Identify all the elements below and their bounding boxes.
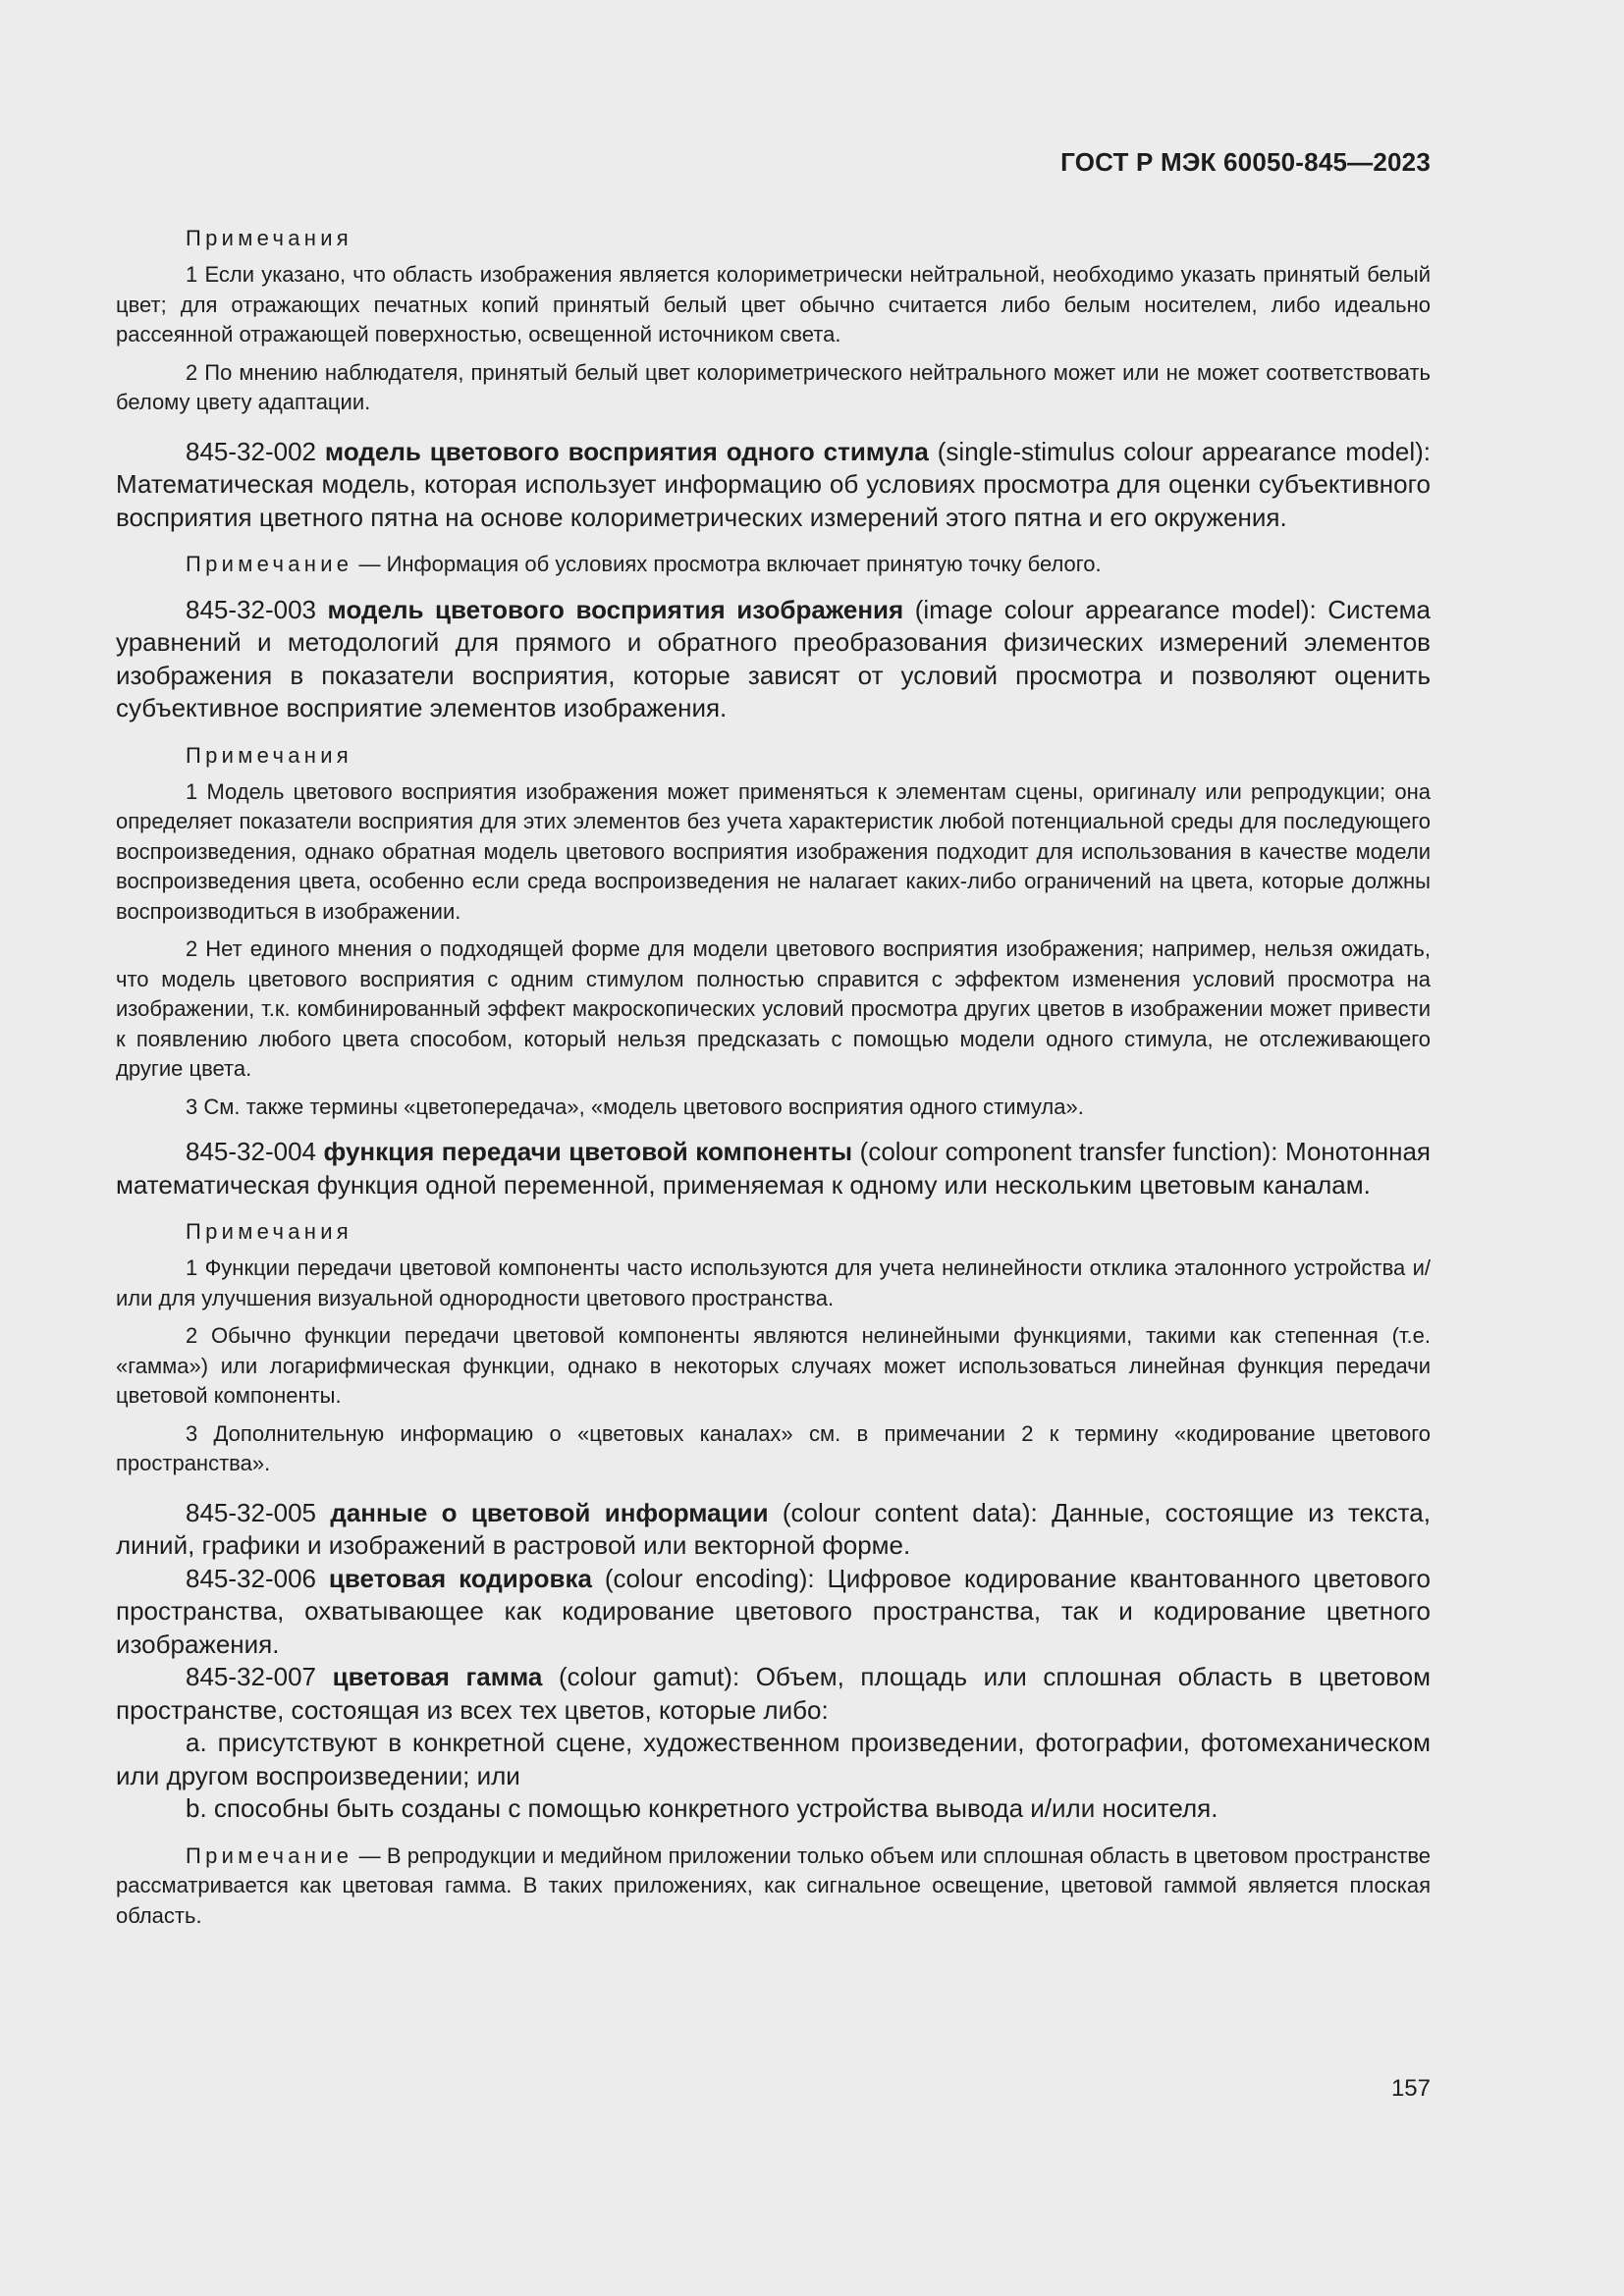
term-code: 845-32-007: [186, 1662, 333, 1691]
term-definition: (image colour appearance model): Система уравнений и методологий для прямого и обратного преобразования физических измерений элементов изображения в показатели восприятия, которые зависят от условий просмотра и позволяют оценить субъективное восприятие элементов изображения.: [116, 594, 1431, 722]
note-845-32-002: [116, 550, 1431, 580]
term-845-32-004: [116, 1136, 1431, 1201]
page-number: 157: [1390, 2075, 1431, 2102]
note-text: — Информация об условиях просмотра включает принятую точку белого.: [352, 552, 1102, 576]
notes-caption: Примечания: [186, 1219, 353, 1244]
term-code: 845-32-005: [186, 1497, 331, 1527]
note-label: Примечание: [186, 552, 353, 576]
notes-caption: Примечания: [186, 742, 353, 768]
notes-block-4: [116, 1217, 1431, 1479]
term-code: 845-32-002: [186, 436, 325, 466]
term-845-32-003: [116, 594, 1431, 725]
term-code: 845-32-006: [186, 1563, 329, 1593]
page-content: [116, 224, 1431, 1945]
term-name: цветовая кодировка: [328, 1563, 592, 1593]
term-definition: (colour encoding): Цифровое кодирование квантованного цветового пространства, охватывающее как кодирование цветового пространства, так и кодирование цветного изображения.: [116, 1563, 1431, 1659]
term-845-32-007-item-b: b. способны быть созданы с помощью конкретного устройства вывода и/или носителя.: [186, 1793, 1218, 1823]
term-name: данные о цветовой информации: [330, 1497, 769, 1527]
term-name: функция передачи цветовой компоненты: [323, 1137, 853, 1166]
note-text: — В репродукции и медийном приложении только объем или сплошная область в цветовом пространстве рассматривается как цветовая гамма. В таких приложениях, как сигнальное освещение, цветовой гаммой является плоская область.: [116, 1842, 1431, 1928]
note-3: 3 Дополнительную информацию о «цветовых каналах» см. в примечании 2 к термину «кодирование цветового пространства».: [116, 1420, 1431, 1475]
term-845-32-007: [116, 1661, 1431, 1727]
term-code: 845-32-004: [186, 1137, 324, 1166]
term-code: 845-32-003: [186, 594, 328, 624]
term-name: модель цветового восприятия одного стимула: [324, 436, 929, 466]
term-845-32-006: [116, 1563, 1431, 1662]
note-3: 3 См. также термины «цветопередача», «модель цветового восприятия одного стимула».: [186, 1094, 1084, 1119]
note-2: 2 Нет единого мнения о подходящей форме для модели цветового восприятия изображения; например, нельзя ожидать, что модель цветового восприятия с одним стимулом полностью справится с эффектом изменения условий просмотра на изображении, т.к. комбинированный эффект макроскопических условий просмотра других цветов в изображении может привести к появлению любого цвета способом, который нельзя предсказать с помощью модели одного стимула, не отслеживающего другие цвета.: [116, 936, 1431, 1081]
note-2: 2 По мнению наблюдателя, принятый белый цвет колориметрического нейтрального может или не может соответствовать белому цвету адаптации.: [116, 359, 1431, 414]
term-name: модель цветового восприятия изображения: [327, 594, 904, 624]
term-845-32-002: [116, 436, 1431, 535]
term-name: цветовая гамма: [332, 1662, 543, 1691]
note-1: 1 Модель цветового восприятия изображения может применяться к элементам сцены, оригиналу или репродукции; она определяет показатели восприятия для этих элементов без учета характеристик любой потенциальной среды для последующего воспроизведения, однако обратная модель цветового восприятия изображения подходит для использования в качестве модели воспроизведения цвета, особенно если среда воспроизведения не налагает каких-либо ограничений на цвета, которые должны воспроизводиться в изображении.: [116, 778, 1431, 924]
term-845-32-007-item-a: a. присутствуют в конкретной сцене, художественном произведении, фотографии, фотомеханическом или другом воспроизведении; или: [116, 1728, 1431, 1790]
term-definition: (colour content data): Данные, состоящие из текста, линий, графики и изображений в растровой или векторной форме.: [116, 1497, 1431, 1560]
term-definition: (single-stimulus colour appearance model): Математическая модель, которая использует информацию об условиях просмотра для оценки субъективного восприятия цветного пятна на основе колориметрических измерений этого пятна и его окружения.: [116, 436, 1431, 532]
notes-block-3: [116, 741, 1431, 1123]
note-2: 2 Обычно функции передачи цветовой компоненты являются нелинейными функциями, такими как степенная (т.е. «гамма») или логарифмическая функции, однако в некоторых случаях может использоваться линейная функция передачи цветовой компоненты.: [116, 1323, 1431, 1408]
document-header: ГОСТ Р МЭК 60050-845—2023: [1060, 147, 1431, 177]
term-845-32-005: [116, 1497, 1431, 1563]
note-845-32-007: [116, 1842, 1431, 1932]
note-1: 1 Функции передачи цветовой компоненты часто используются для учета нелинейности отклика эталонного устройства и/или для улучшения визуальной однородности цветового пространства.: [116, 1255, 1431, 1310]
notes-block-1: [116, 224, 1431, 418]
note-1: 1 Если указано, что область изображения является колориметрически нейтральной, необходимо указать принятый белый цвет; для отражающих печатных копий принятый белый цвет обычно считается либо белым носителем, либо идеально рассеянной отражающей поверхностью, освещенной источником света.: [116, 262, 1431, 347]
notes-caption: Примечания: [186, 226, 353, 250]
note-label: Примечание: [186, 1842, 353, 1868]
term-definition: (colour gamut): Объем, площадь или сплошная область в цветовом пространстве, состоящая из всех тех цветов, которые либо:: [116, 1662, 1431, 1725]
term-definition: (colour component transfer function): Монотонная математическая функция одной переменной, применяемая к одному или нескольким цветовым каналам.: [116, 1137, 1431, 1200]
